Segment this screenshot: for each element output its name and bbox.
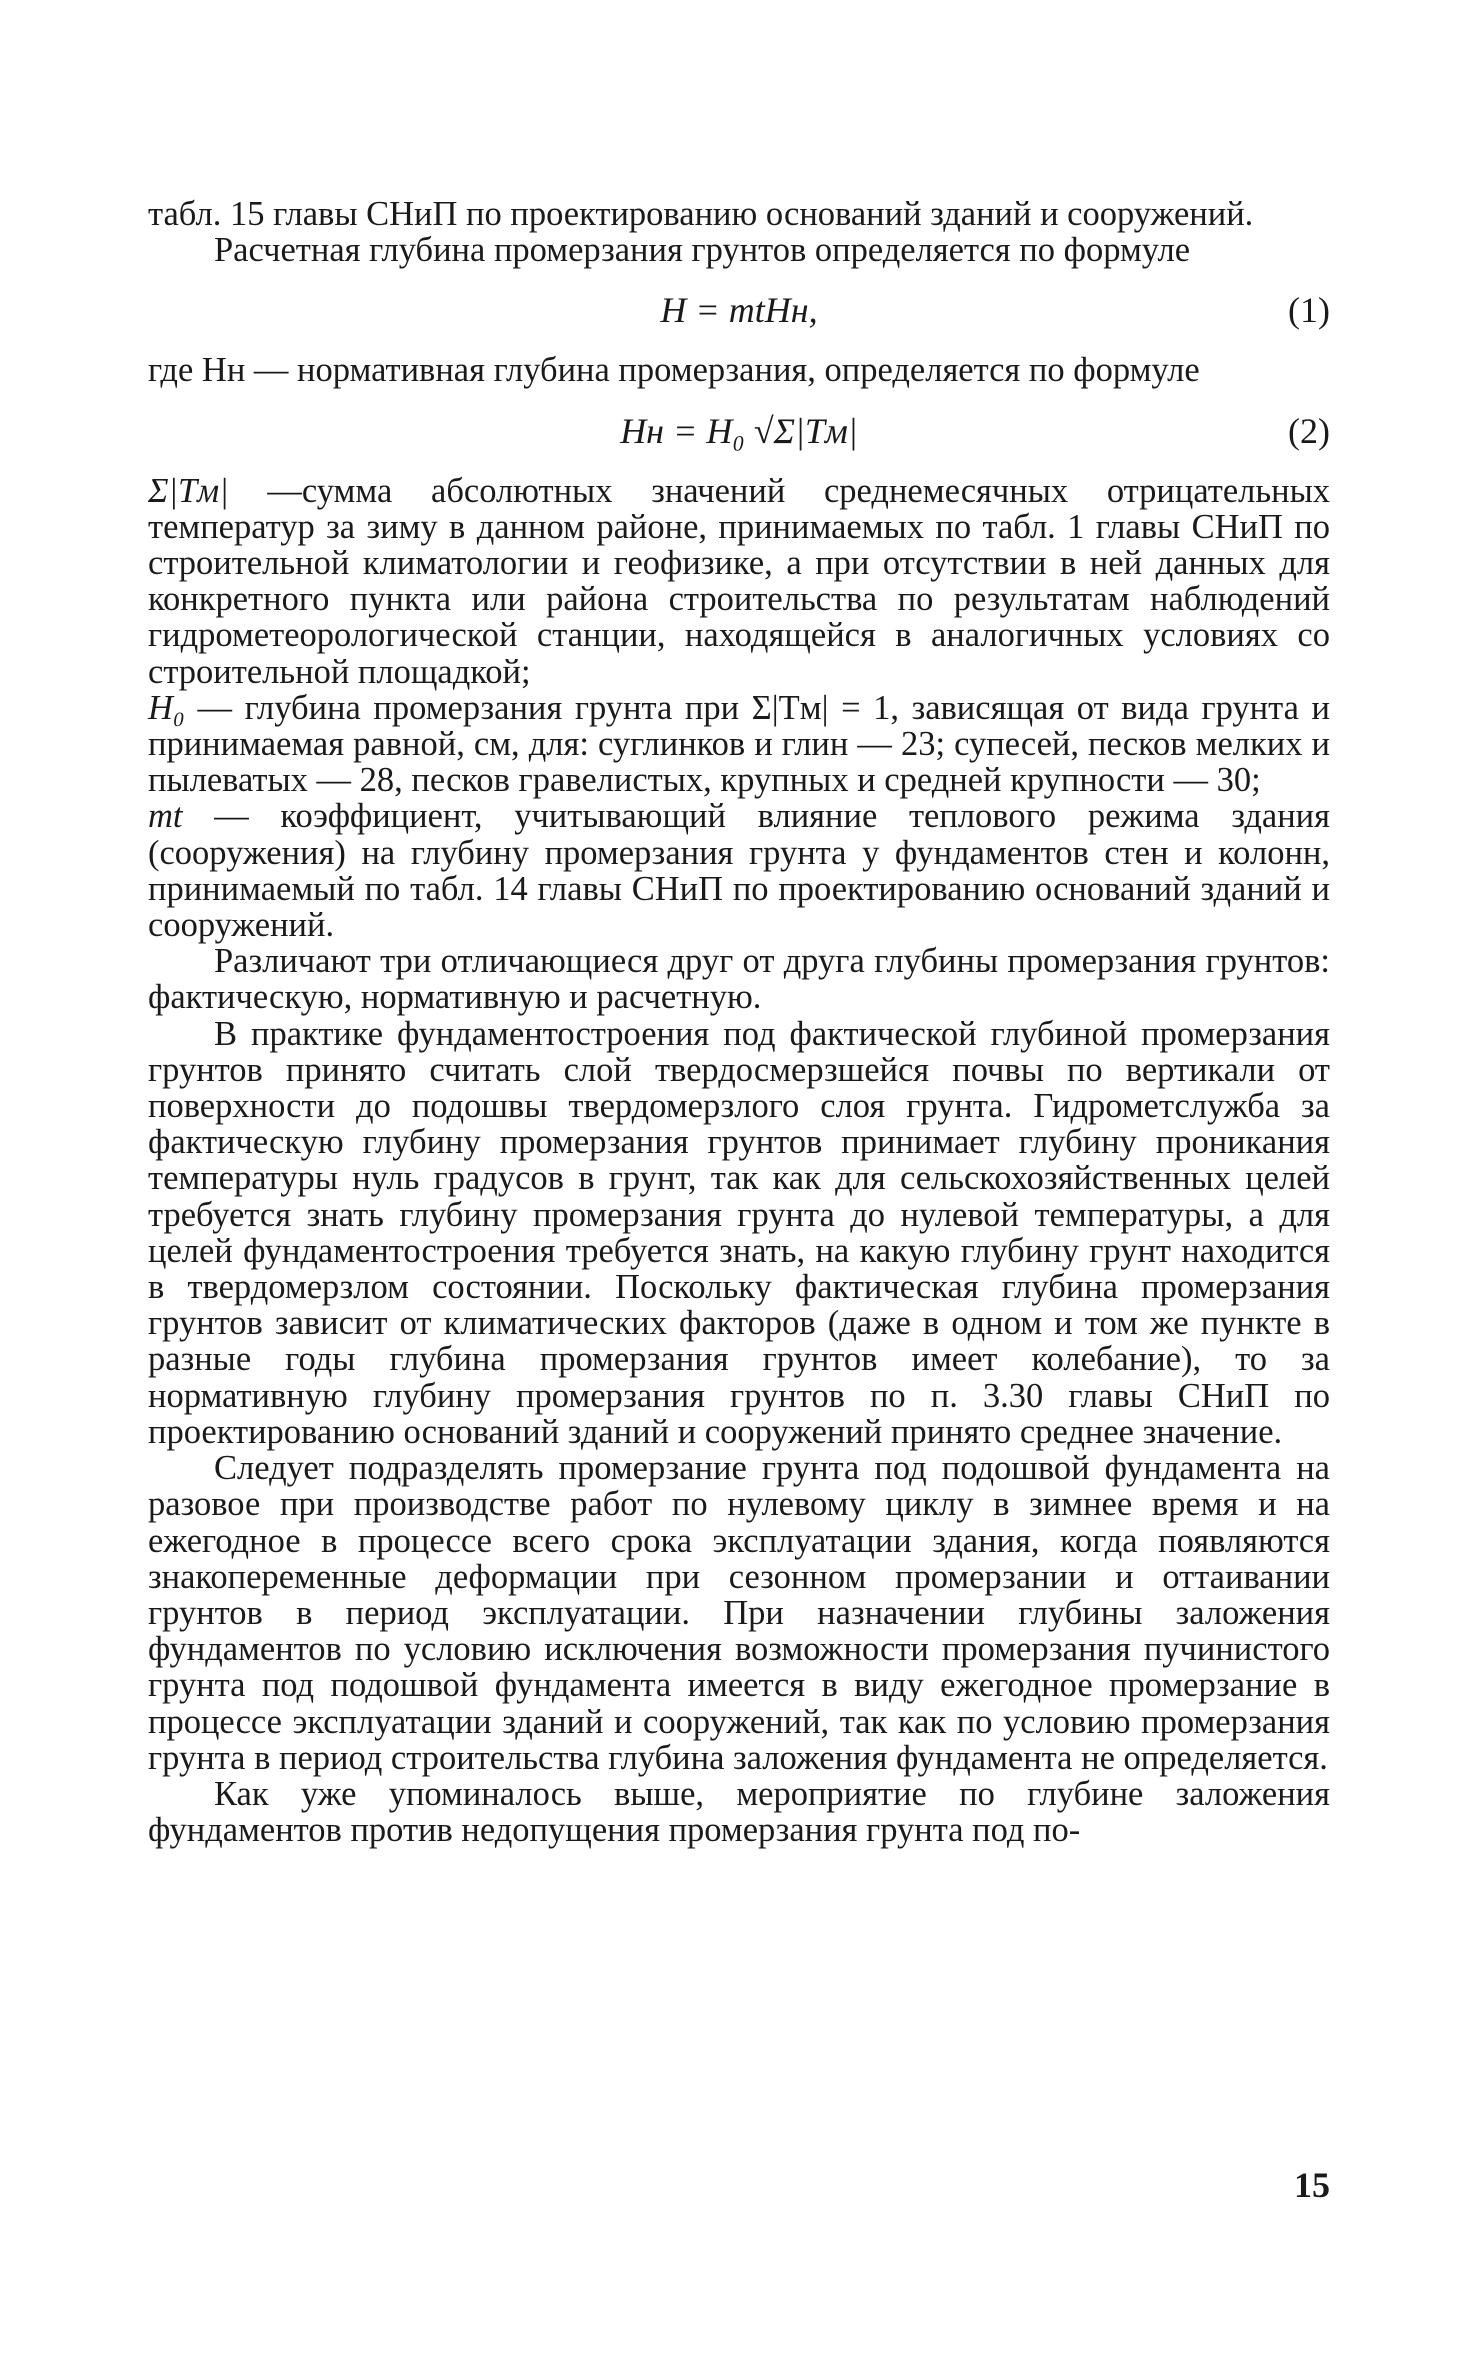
formula-2-number: (2) xyxy=(1288,410,1330,451)
formula-2 xyxy=(148,403,1330,463)
definition-sum-tm xyxy=(148,473,1330,690)
definitions-list xyxy=(148,473,1330,944)
definition-sum-tm-text: —сумма абсолютных значений среднемесячных отрицательных температур за зиму в данном районе, принимаемых по табл. 1 главы СНиП по строительной климатологии и геофизике, а при отсутствии в ней данных для конкретного пункта или района строительства по результатам наблюдений гидрометеорологической станции, находящейся в аналогичных условиях со строительной площадкой; xyxy=(148,471,1331,691)
symbol-h0: H₀ xyxy=(148,688,185,727)
paragraph-subdivision: Следует подразделять промерзание грунта под подошвой фундамента на разовое при производстве работ по нулевому циклу в зимнее время и на ежегодное в процессе всего срока эксплуатации здания, когда появляются знакопеременные деформации при сезонном промерзании и оттаивании грунтов в период эксплуатации. При назначении глубины заложения фундаментов по условию исключения возможности промерзания пучинистого грунта под подошвой фундамента имеется в виду ежегодное промерзание в процессе эксплуатации зданий и сооружений, так как по условию промерзания грунта в период строительства глубина заложения фундамента не определяется. xyxy=(148,1449,1330,1777)
definition-mt-text: — коэффициент, учитывающий влияние теплового режима здания (сооружения) на глубину промерзания грунта у фундаментов стен и колонн, принимаемый по табл. 14 главы СНиП по проектированию оснований зданий и сооружений. xyxy=(148,797,1330,945)
paragraph-practice: В практике фундаментостроения под фактической глубиной промерзания грунтов принято считать слой твердосмерзшейся почвы по вертикали от поверхности до подошвы твердомерзлого слоя грунта. Гидрометслужба за фактическую глубину промерзания грунтов принимает глубину проникания температуры нуль градусов в грунт, так как для сельскохозяйственных целей требуется знать глубину промерзания грунта до нулевой температуры, а для целей фундаментостроения требуется знать, на какую глубину грунт находится в твердомерзлом состоянии. Поскольку фактическая глубина промерзания грунтов зависит от климатических факторов (даже в одном и том же пункте в разные годы глубина промерзания грунтов имеет колебание), то за нормативную глубину промерзания грунтов по п. 3.30 главы СНиП по проектированию оснований зданий и сооружений принято среднее значение. xyxy=(148,1014,1330,1451)
definition-h0-text: — глубина промерзания грунта при Σ|Tм| = 1, зависящая от вида грунта и принимаемая равной, см, для: суглинков и глин — 23; супесей, песков мелких и пылеватых — 28, песков гравелистых, крупных и средней крупности — 30; xyxy=(148,688,1330,800)
paragraph-continued: табл. 15 главы СНиП по проектированию оснований зданий и сооружений. xyxy=(148,195,1254,233)
formula-1-number: (1) xyxy=(1288,290,1330,331)
definition-h0 xyxy=(148,690,1330,799)
formula-2-expression: Hн = H₀ √Σ|Tм| xyxy=(620,410,858,451)
symbol-sum-tm: Σ|Tм| xyxy=(148,471,229,510)
paragraph-three-depths: Различают три отличающиеся друг от друга глубины промерзания грунтов: фактическую, нормативную и расчетную. xyxy=(148,942,1330,1017)
definition-mt xyxy=(148,798,1330,943)
page-number: 15 xyxy=(1294,2165,1330,2205)
symbol-mt: mt xyxy=(148,797,183,836)
page-body xyxy=(148,196,1330,1848)
paragraph-formula-intro: Расчетная глубина промерзания грунтов определяется по формуле xyxy=(214,231,1191,270)
paragraph-where: где Hн — нормативная глубина промерзания, определяется по формуле xyxy=(148,351,1200,390)
paragraph-measures: Как уже упоминалось выше, мероприятие по глубине заложения фундаментов против недопущения промерзания грунта под по- xyxy=(148,1774,1330,1850)
formula-1-expression: H = mtHн, xyxy=(660,290,818,331)
formula-1 xyxy=(148,282,1330,342)
